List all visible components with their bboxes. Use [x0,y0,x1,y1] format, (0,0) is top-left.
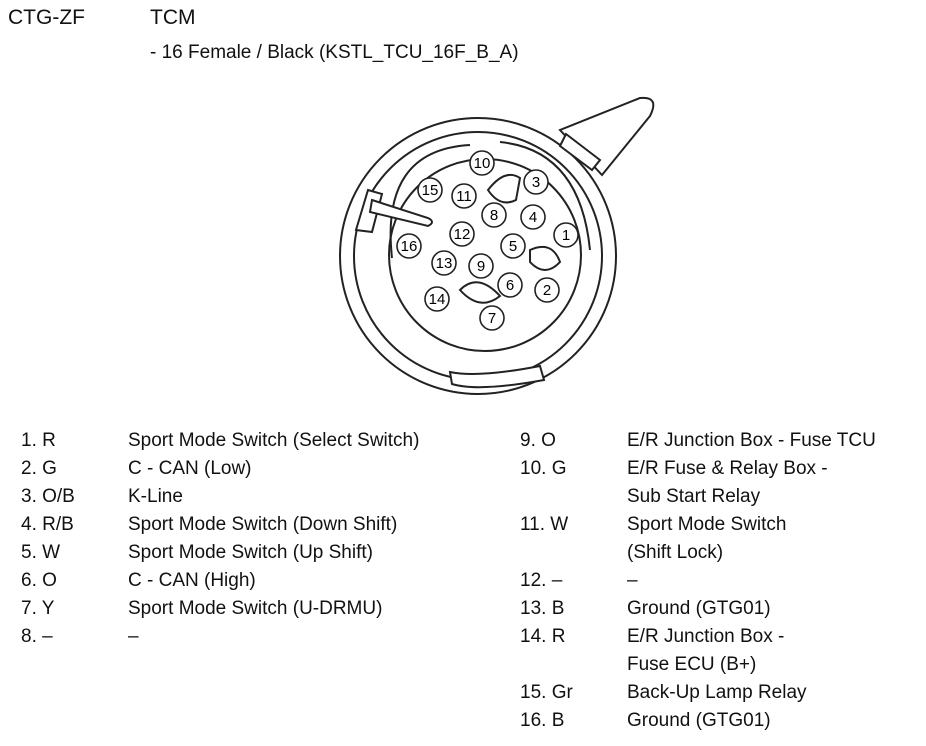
pin-function: K-Line [128,486,183,507]
pin-function: Sport Mode Switch (Up Shift) [128,542,373,563]
pin-function: Ground (GTG01) [627,710,771,731]
pin-7-label: 7 [487,310,497,327]
pinout-row [520,511,876,539]
pinout-row [520,651,876,679]
pin-3-label: 3 [531,174,541,191]
pin-function: Sub Start Relay [627,486,761,507]
pin-function: E/R Junction Box - [627,626,785,647]
pin-function: Sport Mode Switch (Down Shift) [128,514,398,535]
pin-function: – [627,570,638,591]
pinout-row [520,595,876,623]
pin-11-label: 11 [456,188,472,205]
pin-function: E/R Fuse & Relay Box - [627,458,828,479]
pin-wire-code: 9. O [520,430,556,451]
pinout-row [520,567,876,595]
pin-wire-code: 8. – [21,626,53,647]
pin-2-label: 2 [542,282,552,299]
pinout-row [21,511,419,539]
pin-13-label: 13 [435,255,453,272]
pinout-row [520,679,876,707]
pin-15-label: 15 [421,182,439,199]
pinout-row [21,567,419,595]
pin-wire-code: 11. W [520,514,569,535]
pin-14-label: 14 [428,291,446,308]
pin-wire-code: 1. R [21,430,56,451]
pinout-row [21,427,419,455]
pin-wire-code: 6. O [21,570,57,591]
pin-wire-code: 10. G [520,458,567,479]
pin-function: Sport Mode Switch (U-DRMU) [128,598,383,619]
pin-function: Sport Mode Switch [627,514,787,535]
pin-wire-code: 14. R [520,626,566,647]
pinout-row [520,539,876,567]
pin-wire-code [520,483,627,511]
pin-function: Sport Mode Switch (Select Switch) [128,430,420,451]
pin-1-label: 1 [561,227,571,244]
pin-5-label: 5 [508,238,518,255]
pin-function: C - CAN (Low) [128,458,252,479]
pin-wire-code: 5. W [21,542,61,563]
pinout-row [520,427,876,455]
pin-4-label: 4 [528,209,538,226]
pinout-row [520,623,876,651]
pinout-row [21,539,419,567]
module-name: TCM [150,6,196,29]
pin-12-label: 12 [453,226,471,243]
pin-wire-code: 4. R/B [21,514,74,535]
pin-function: (Shift Lock) [627,542,724,563]
pinout-row [21,455,419,483]
pin-wire-code [520,651,627,679]
pin-function: C - CAN (High) [128,570,256,591]
pinout-list-left [21,427,419,651]
pinout-list-right [520,427,876,735]
pin-function: Back-Up Lamp Relay [627,682,807,703]
pin-wire-code: 3. O/B [21,486,75,507]
pin-9-label: 9 [476,258,486,275]
pinout-row [21,483,419,511]
pin-wire-code [520,539,627,567]
pin-wire-code: 7. Y [21,598,55,619]
pin-function: E/R Junction Box - Fuse TCU [627,430,876,451]
pin-wire-code: 16. B [520,710,565,731]
connector-code: CTG-ZF [8,6,85,29]
pinout-row [520,483,876,511]
pin-8-label: 8 [489,207,499,224]
pin-wire-code: 13. B [520,598,565,619]
pin-wire-code: 2. G [21,458,57,479]
pin-wire-code: 12. – [520,570,563,591]
pin-function: Ground (GTG01) [627,598,771,619]
pin-10-label: 10 [473,155,491,172]
pin-wire-code: 15. Gr [520,682,573,703]
pin-6-label: 6 [505,277,515,294]
pinout-row [21,595,419,623]
connector-description: - 16 Female / Black (KSTL_TCU_16F_B_A) [150,42,519,63]
pin-16-label: 16 [400,238,418,255]
pin-function: Fuse ECU (B+) [627,654,757,675]
pin-function: – [128,626,139,647]
pinout-row [520,455,876,483]
pinout-row [520,707,876,735]
pinout-row [21,623,419,651]
